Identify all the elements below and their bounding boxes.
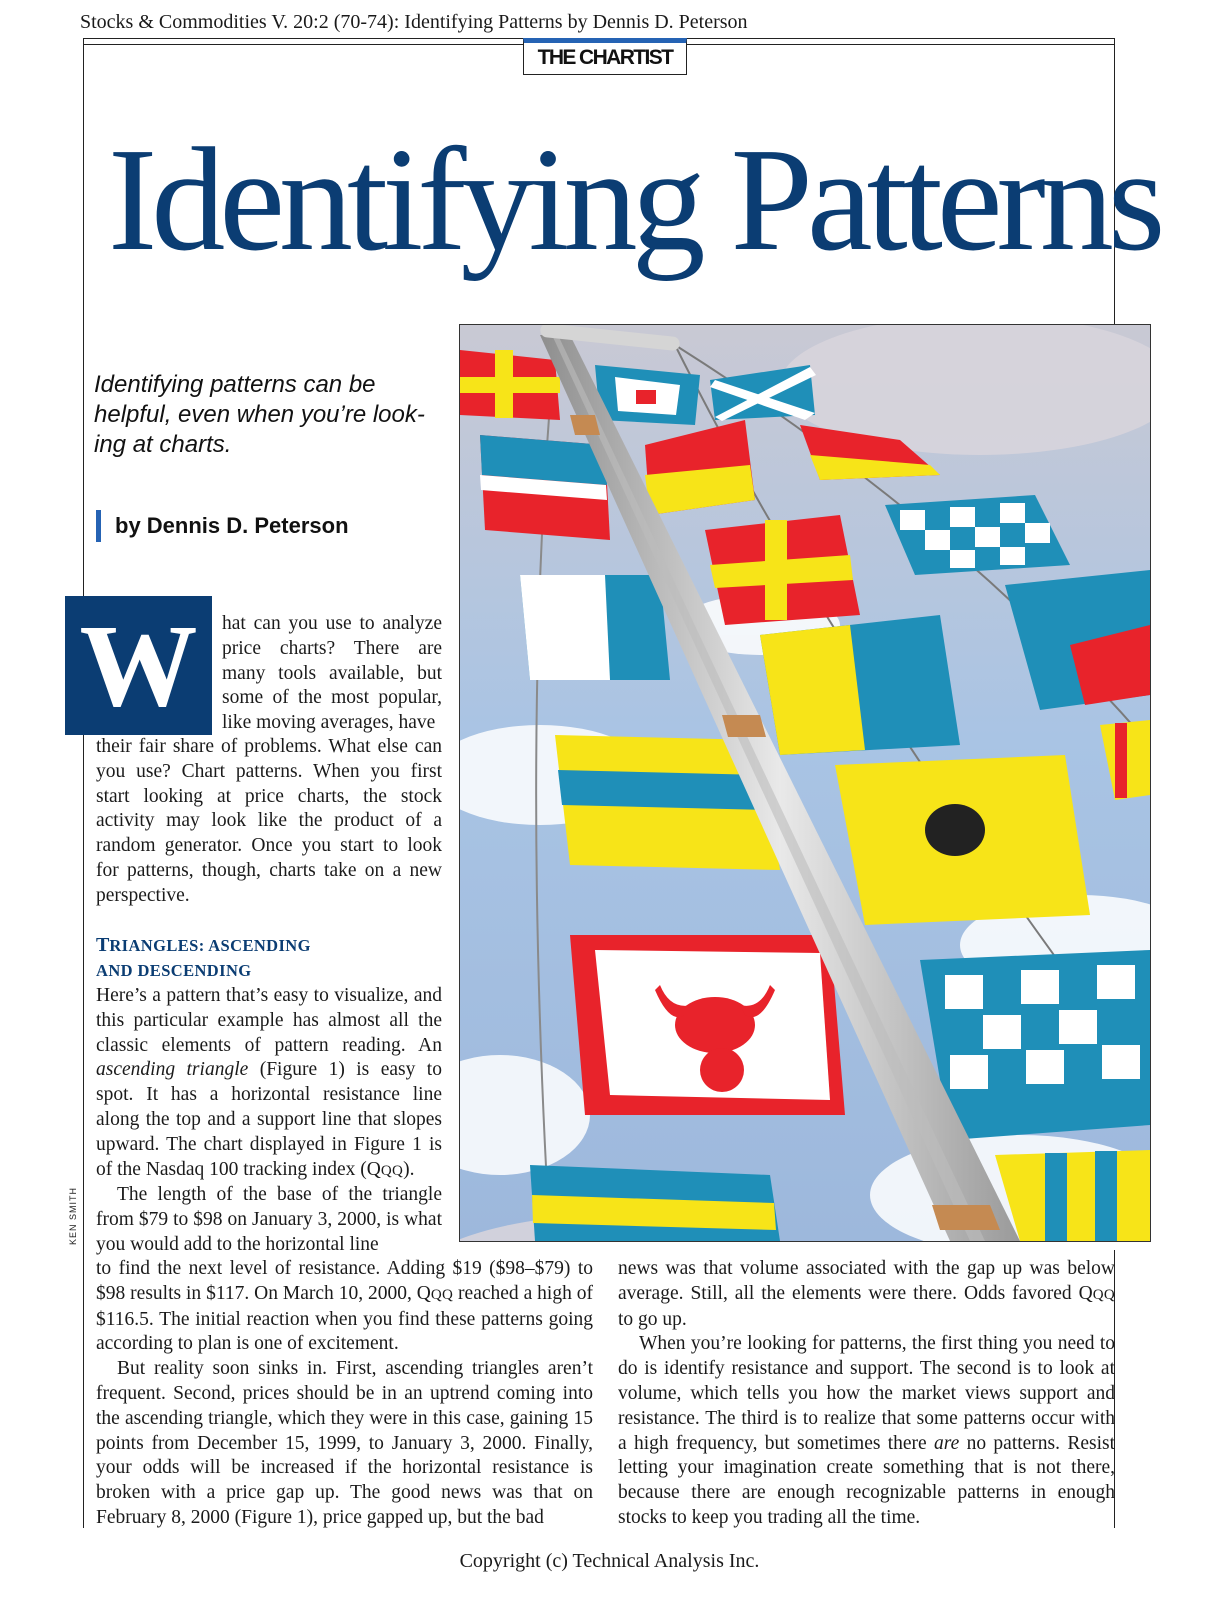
paragraph-5: But reality soon sinks in. First, ascending triangles aren’t frequent. Second, prices should be in an uptrend coming into the ascending triangle, which they were in this case, gaining 15 points from December 15, 1999, to January 3, 2000. Finally, your odds will be increased if the horizontal resistance is broken with a price gap up. The good news was that on February 8, 2000 (Figure 1), price gapped up, but the bad: [96, 1358, 593, 1528]
running-head: Stocks & Commodities V. 20:2 (70-74): Identifying Patterns by Dennis D. Peterson: [80, 11, 748, 33]
copyright-footer: Copyright (c) Technical Analysis Inc.: [459, 1550, 760, 1572]
column-3-body: [96, 1257, 593, 1531]
paragraph-7: When you’re looking for patterns, the first thing you need to do is identify resistance and support. The second is to look at volume, which tells you how the market views support and resistance. The third is to realize that some patterns occur with a high frequency, but sometimes there are no patterns. Resist letting your imagination create something that is not there, because there are enough recognizable patterns in enough stocks to keep you trading all the time.: [618, 1333, 1115, 1528]
drop-cap: W: [65, 596, 212, 735]
illustration-credit: [63, 1186, 83, 1246]
column-rule: [83, 38, 84, 1528]
byline: by Dennis D. Peterson: [115, 513, 349, 538]
signal-flags-illustration: [459, 324, 1151, 1242]
lead-text: hat can you use to analyze price charts? There are many tools available, but some of the most popular, like moving averages, have: [222, 613, 442, 734]
credit-text: KEN SMITH: [68, 1186, 78, 1246]
subhead-line-1: TRIANGLES: ASCENDING: [96, 934, 311, 956]
paragraph-6: news was that volume associated with the gap up was below average. Still, all the elements were there. Odds favored QQQ to go up.: [618, 1258, 1115, 1330]
column-1-body: [96, 984, 442, 1258]
paragraph-3: The length of the base of the triangle from $79 to $98 on January 3, 2000, is what you would add to the horizontal line: [96, 1184, 442, 1255]
subhead-line-2: AND DESCENDING: [96, 960, 252, 980]
section-tab: THE CHARTIST: [523, 38, 687, 75]
column-4-body: [618, 1257, 1115, 1531]
section-subhead: [96, 933, 442, 984]
paragraph-1: their fair share of problems. What else can you use? Chart patterns. When you first start looking at price charts, the stock activity may look like the product of a random generator. Once you start to look for patterns, though, charts take on a new perspective.: [96, 736, 442, 906]
byline-accent-bar: [96, 510, 101, 542]
article-title: Identifying Patterns: [108, 118, 1160, 282]
column-1-paragraph: [96, 735, 442, 909]
lead-paragraph: [222, 612, 442, 736]
paragraph-4: to find the next level of resistance. Adding $19 ($98–$79) to $98 results in $117. On March 10, 2000, QQQ reached a high of $116.5. The initial reaction when you find these patterns going according to plan is one of excitement.: [96, 1258, 593, 1355]
paragraph-2: Here’s a pattern that’s easy to visualize, and this particular example has almost all the classic elements of pattern reading. An ascending triangle (Figure 1) is easy to spot. It has a horizontal resistance line along the top and a support line that slopes upward. The chart displayed in Figure 1 is of the Nasdaq 100 tracking index (QQQ).: [96, 985, 442, 1180]
article-deck: Identifying patterns can be helpful, even when you’re look-ing at charts.: [94, 371, 425, 458]
